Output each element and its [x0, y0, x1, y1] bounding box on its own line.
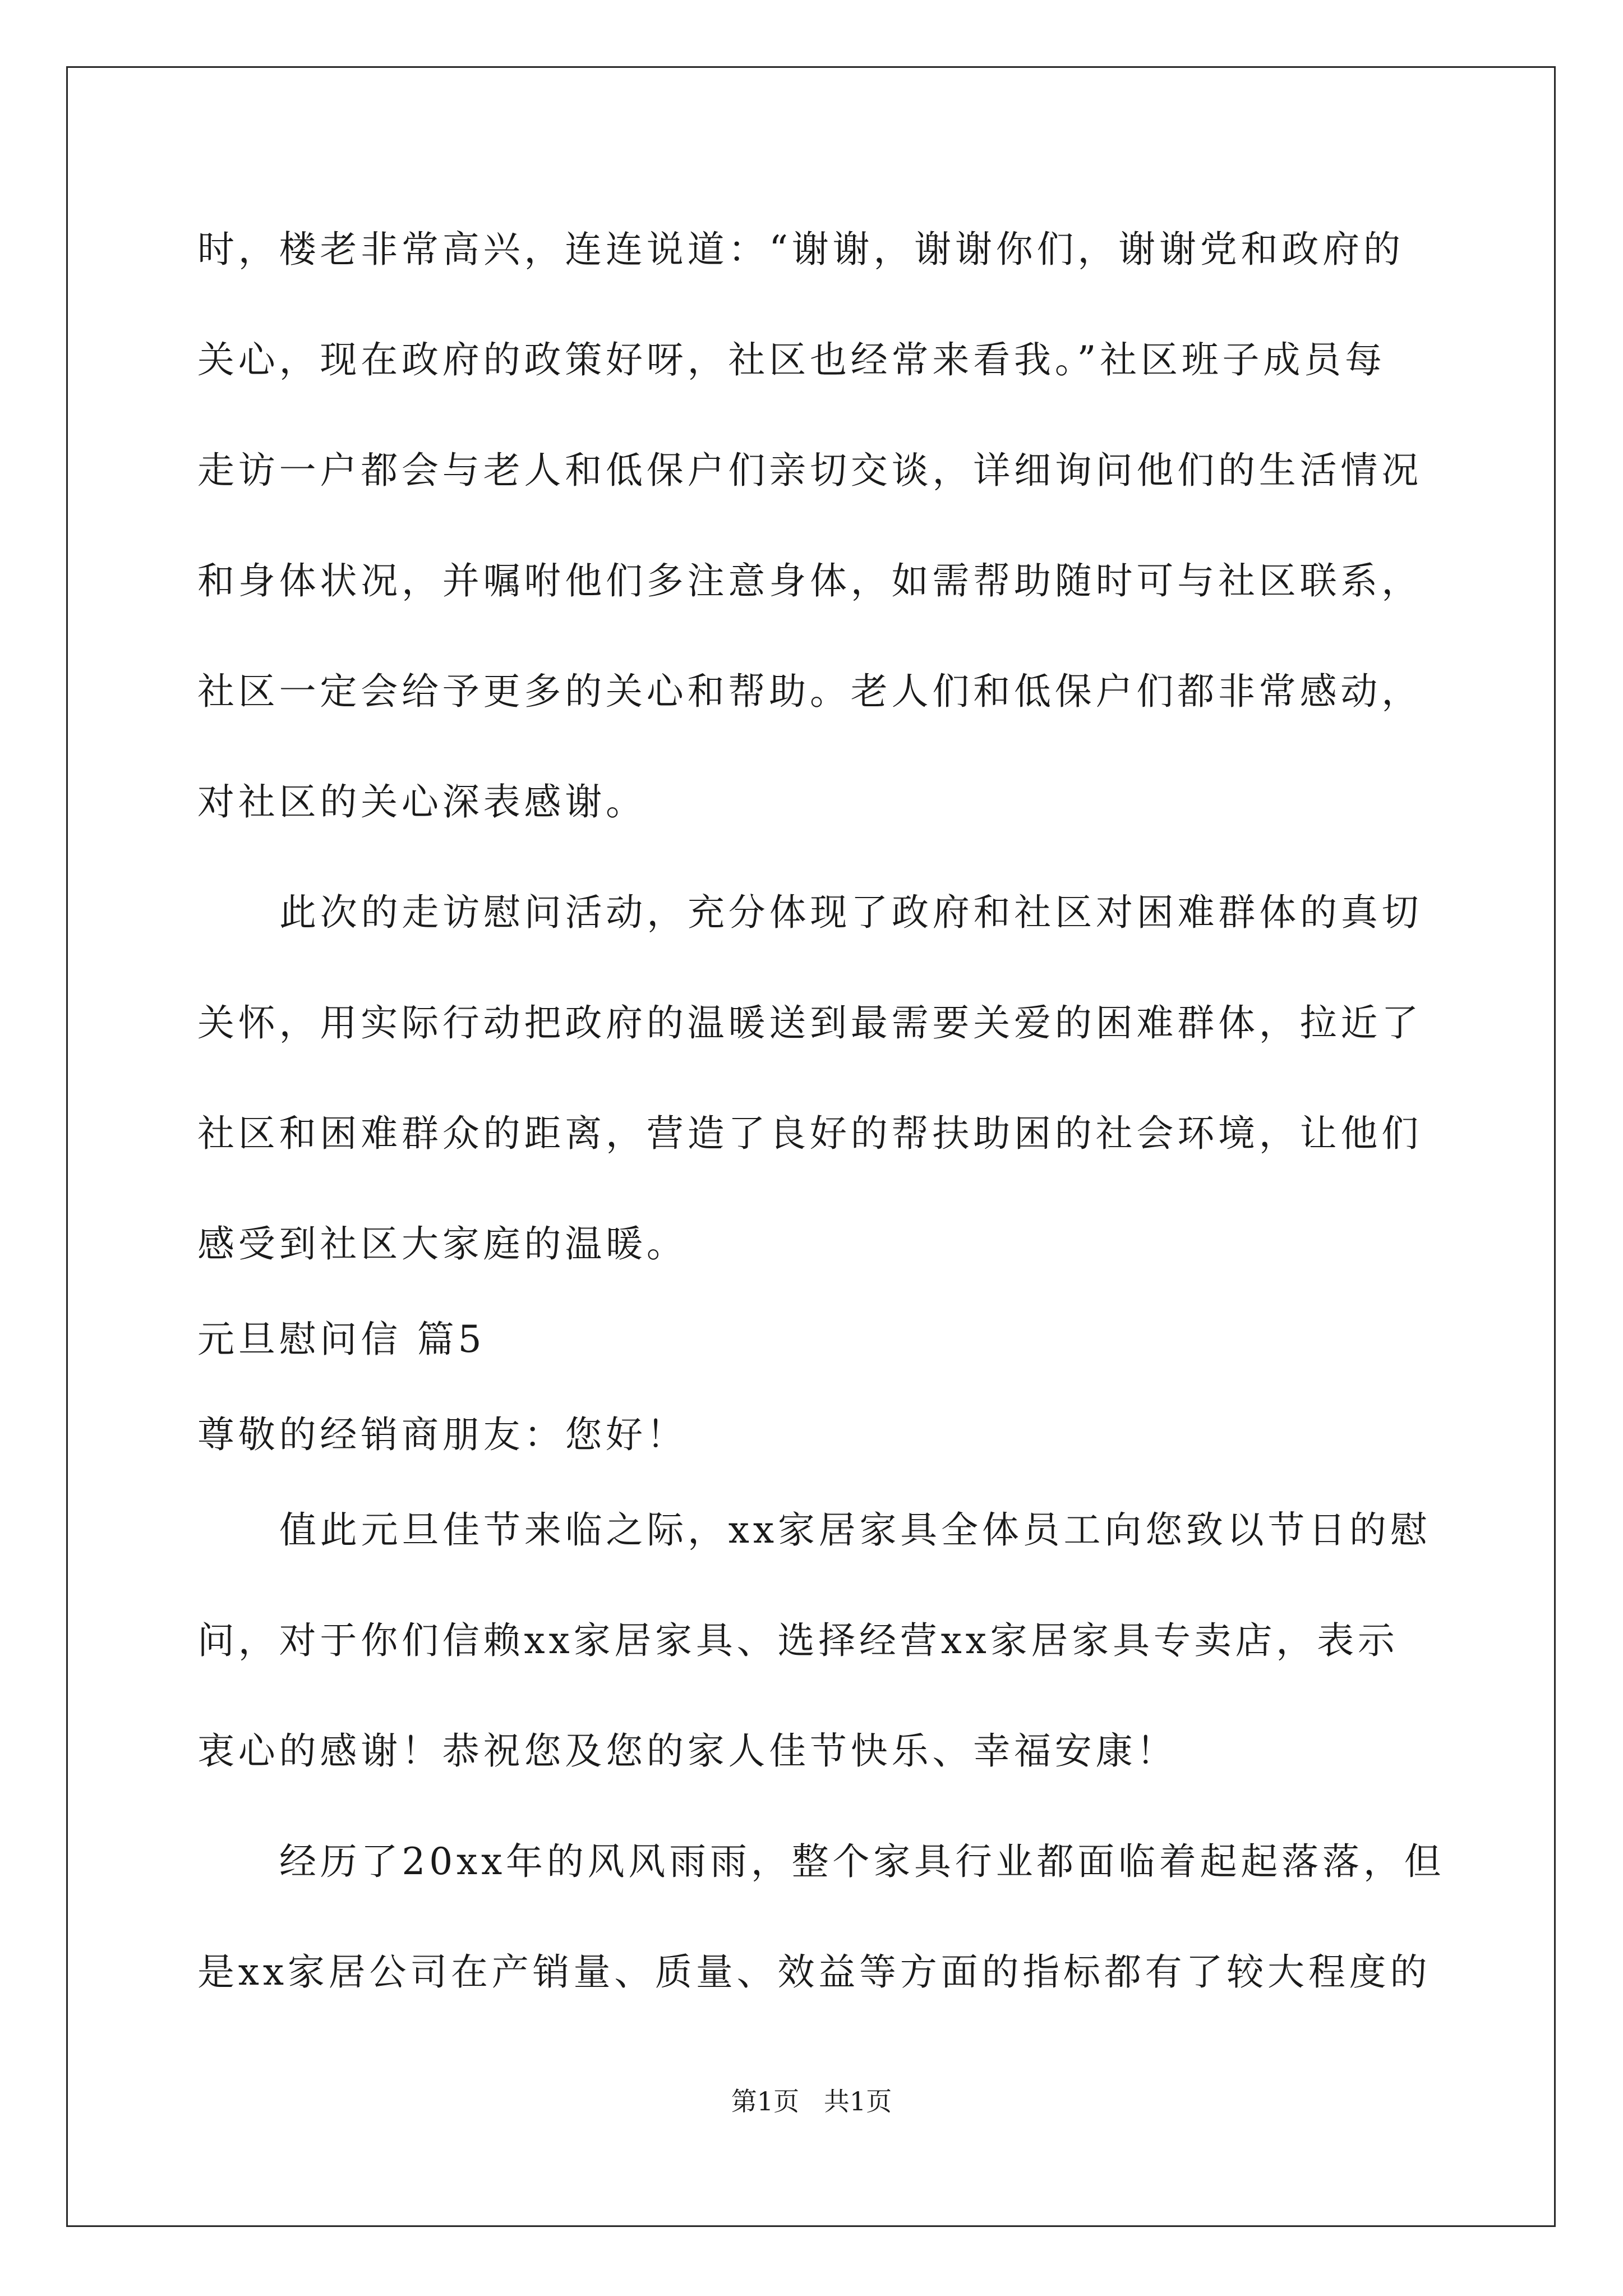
page-number-footer: 第1页 共1页 — [731, 2086, 892, 2116]
text-line: 值此元旦佳节来临之际，xx家居家具全体员工向您致以节日的慰 — [279, 1508, 1431, 1552]
salutation: 尊敬的经销商朋友：您好！ — [197, 1413, 688, 1456]
text-line: 社区和困难群众的距离，营造了良好的帮扶助困的社会环境，让他们 — [197, 1112, 1422, 1155]
text-line: 是xx家居公司在产销量、质量、效益等方面的指标都有了较大程度的 — [197, 1950, 1431, 1994]
text-line: 衷心的感谢！恭祝您及您的家人佳节快乐、幸福安康！ — [197, 1729, 1178, 1773]
text-line: 对社区的关心深表感谢。 — [197, 780, 647, 823]
text-line: 关怀，用实际行动把政府的温暖送到最需要关爱的困难群体，拉近了 — [197, 1001, 1422, 1045]
text-line: 感受到社区大家庭的温暖。 — [197, 1222, 688, 1266]
text-line: 此次的走访慰问活动，充分体现了政府和社区对困难群体的真切 — [279, 891, 1423, 934]
text-line: 走访一户都会与老人和低保户们亲切交谈，详细询问他们的生活情况 — [197, 449, 1422, 492]
section-heading: 元旦慰问信 篇5 — [197, 1318, 486, 1361]
text-line: 社区一定会给予更多的关心和帮助。老人们和低保户们都非常感动， — [197, 670, 1422, 713]
text-line: 经历了20xx年的风风雨雨，整个家具行业都面临着起起落落，但 — [279, 1840, 1445, 1883]
text-line: 时，楼老非常高兴，连连说道：“谢谢，谢谢你们，谢谢党和政府的 — [197, 228, 1404, 271]
text-line: 问，对于你们信赖xx家居家具、选择经营xx家居家具专卖店，表示 — [197, 1619, 1399, 1662]
text-line: 关心，现在政府的政策好呀，社区也经常来看我。”社区班子成员每 — [197, 338, 1386, 381]
text-line: 和身体状况，并嘱咐他们多注意身体，如需帮助随时可与社区联系， — [197, 559, 1422, 602]
